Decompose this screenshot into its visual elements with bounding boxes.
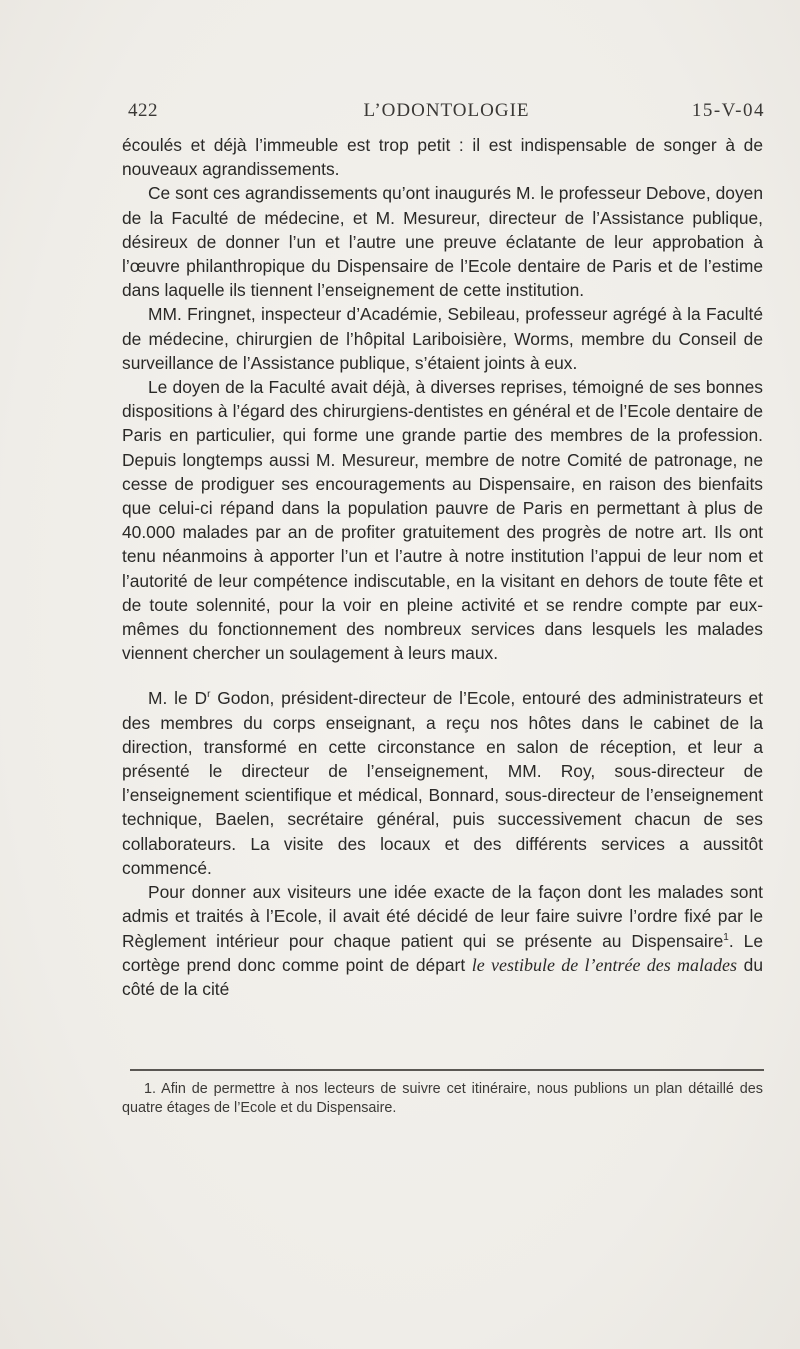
paragraph: MM. Fringnet, inspecteur d’Académie, Sebileau, professeur agrégé à la Faculté de médecine, chirurgien de l’hôpital Lariboisière, Worms, membre du Conseil de surveillance de l’Assistance publique, s’étaient joints à eux. [122, 304, 763, 373]
paragraph-text: du côté de la cité [122, 954, 763, 999]
italic-phrase: le vestibule de l’entrée des malades [471, 954, 738, 975]
page-number: 422 [128, 100, 158, 121]
footnote [122, 1080, 763, 1118]
footnote-separator [130, 1069, 764, 1071]
journal-title: L’ODONTOLOGIE [363, 100, 530, 121]
paragraph-text: . Le cortège prend donc comme point de départ [122, 930, 763, 975]
paragraph-text: Pour donner aux visiteurs une idée exacte de la façon dont les malades sont admis et traités à l’Ecole, il avait été décidé de leur faire suivre l’ordre fixé par le Règlement intérieur pour chaque patient qui se présente au Dispensaire [122, 882, 763, 951]
superscript: r [207, 689, 211, 701]
footnote-text: 1. Afin de permettre à nos lecteurs de suivre cet itinéraire, nous publions un plan détaillé des quatre étages de l’Ecole et du Dispensaire. [122, 1081, 763, 1116]
paragraph-text: Godon, président-directeur de l’Ecole, entouré des administrateurs et des membres du corps enseignant, a reçu nos hôtes dans le cabinet de la direction, transformé en cette circonstance en salon de réception, et leur a présenté le directeur de l’enseignement, MM. Roy, sous-directeur de l’enseignement scientifique et médical, Bonnard, sous-directeur de l’enseignement technique, Baelen, secrétaire général, puis successivement chacun de ses collaborateurs. La visite des locaux et des différents services a aussitôt commencé. [122, 688, 763, 878]
article-body [122, 133, 763, 1001]
running-header [128, 100, 765, 130]
footnote-reference: 1 [723, 931, 729, 943]
paragraph [122, 880, 763, 1001]
issue-date: 15-V-04 [691, 100, 765, 121]
paragraph: Ce sont ces agrandissements qu’ont inaugurés M. le professeur Debove, doyen de la Faculté de médecine, et M. Mesureur, directeur de l’Assistance publique, désireux de donner l’un et l’autre une preuve éclatante de leur approbation à l’œuvre philanthropique du Dispensaire de l’Ecole dentaire de Paris et de l’estime dans laquelle ils tiennent l’enseignement de cette institution. [122, 183, 763, 301]
paragraph [122, 686, 763, 880]
paragraph: écoulés et déjà l’immeuble est trop petit : il est indispensable de songer à de nouveaux agrandissements. [122, 135, 763, 180]
paragraph: Le doyen de la Faculté avait déjà, à diverses reprises, témoigné de ses bonnes dispositions à l’égard des chirurgiens-dentistes en général et de l’Ecole dentaire de Paris en particulier, qui forme une grande partie des membres de la profession. Depuis longtemps aussi M. Mesureur, membre de notre Comité de patronage, ne cesse de prodiguer ses encouragements au Dispensaire, en raison des bienfaits que celui-ci répand dans la population pauvre de Paris en permettant à plus de 40.000 malades par an de profiter gratuitement des progrès de notre art. Ils ont tenu néanmoins à apporter l’un et l’autre à notre institution l’appui de leur nom et l’autorité de leur compétence indiscutable, en la visitant en dehors de toute fête et de toute solennité, pour la voir en pleine activité et se rendre compte par eux-mêmes du fonctionnement des nombreux services dans lesquels les malades viennent chercher un soulagement à leurs maux. [122, 377, 763, 664]
paragraph-text: M. le D [148, 688, 208, 709]
